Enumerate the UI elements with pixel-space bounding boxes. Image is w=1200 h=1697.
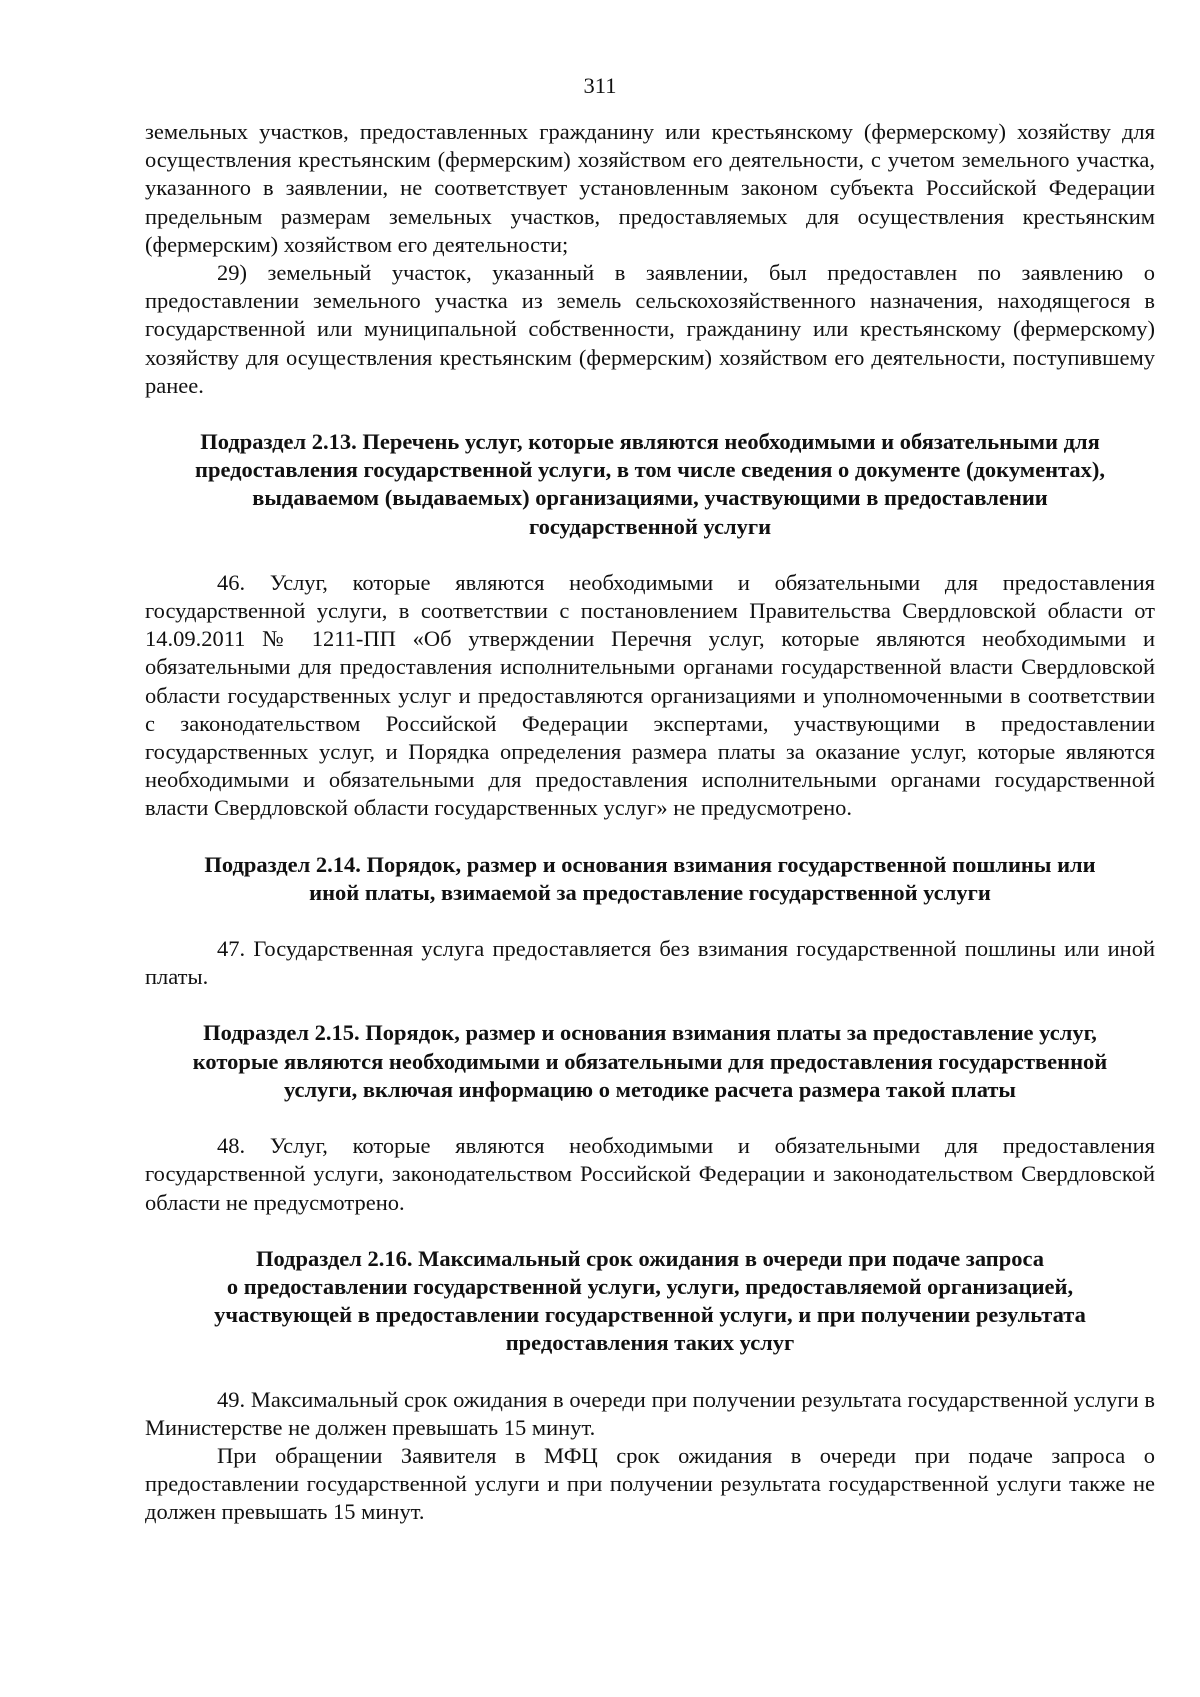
paragraph-land-size: земельных участков, предоставленных гражданину или крестьянскому (фермерскому) хозяйству для осуществления крестьянским (фермерским) хозяйством его деятельности, с учетом земельного участка, указанного в заявлении, не соответствует установленным законом субъекта Российской Федерации предельным размерам земельных участков, предоставляемых для осуществления крестьянским (фермерским) хозяйством его деятельности;: [145, 119, 1155, 257]
heading-2-13: [145, 428, 1155, 541]
heading-2-15: [145, 1019, 1155, 1104]
paragraph-49: 49. Максимальный срок ожидания в очереди при получении результата государственной услуги в Министерстве не должен превышать 15 минут.: [145, 1386, 1155, 1440]
heading-line: услуги, включая информацию о методике расчета размера такой платы: [284, 1076, 1016, 1102]
heading-line: о предоставлении государственной услуги, услуги, предоставляемой организацией,: [226, 1273, 1074, 1299]
paragraph-46: 46. Услуг, которые являются необходимыми и обязательными для предоставления государственной услуги, в соответствии с постановлением Правительства Свердловской области от 14.09.2011 № 1211-ПП «Об утверждении Перечня услуг, которые являются необходимыми и обязательными для предоставления исполнительными органами государственной власти Свердловской области государственных услуг и предоставляются организациями и уполномоченными в соответствии с законодательством Российской Федерации экспертами, участвующими в предоставлении государственных услуг, и Порядка определения размера платы за оказание услуг, которые являются необходимыми и обязательными для предоставления исполнительными органами государственной власти Свердловской области государственных услуг» не предусмотрено.: [145, 569, 1155, 821]
heading-line: предоставления таких услуг: [505, 1330, 795, 1356]
heading-line: участвующей в предоставлении государственной услуги, и при получении результата: [214, 1302, 1086, 1328]
paragraph-mfc: При обращении Заявителя в МФЦ срок ожидания в очереди при подаче запроса о предоставлении государственной услуги и при получении результата государственной услуги также не должен превышать 15 минут.: [145, 1442, 1155, 1525]
paragraph-47: 47. Государственная услуга предоставляется без взимания государственной пошлины или иной платы.: [145, 936, 1155, 990]
heading-2-14: [145, 851, 1155, 907]
document-body: [145, 118, 1155, 1527]
heading-line: государственной услуги: [528, 513, 772, 539]
paragraph-48: 48. Услуг, которые являются необходимыми и обязательными для предоставления государственной услуги, законодательством Российской Федерации и законодательством Свердловской области не предусмотрено.: [145, 1133, 1155, 1215]
heading-line: Подраздел 2.15. Порядок, размер и основания взимания платы за предоставление услуг,: [203, 1020, 1097, 1046]
heading-line: Подраздел 2.13. Перечень услуг, которые являются необходимыми и обязательными для: [200, 429, 1100, 455]
paragraph-29: 29) земельный участок, указанный в заявлении, был предоставлен по заявлению о предоставлении земельного участка из земель сельскохозяйственного назначения, находящегося в государственной или муниципальной собственности, гражданину или крестьянскому (фермерскому) хозяйству для осуществления крестьянским (фермерским) хозяйством его деятельности, поступившему ранее.: [145, 260, 1155, 398]
heading-line: Подраздел 2.14. Порядок, размер и основания взимания государственной пошлины или: [204, 851, 1096, 877]
heading-line: выдаваемом (выдаваемых) организациями, участвующими в предоставлении: [252, 485, 1048, 511]
heading-line: Подраздел 2.16. Максимальный срок ожидания в очереди при подаче запроса: [255, 1245, 1045, 1271]
heading-line: которые являются необходимыми и обязательными для предоставления государственной: [192, 1048, 1108, 1074]
heading-line: иной платы, взимаемой за предоставление государственной услуги: [309, 879, 991, 905]
heading-line: предоставления государственной услуги, в том числе сведения о документе (документах),: [194, 457, 1105, 483]
page-number: 311: [583, 73, 617, 98]
heading-2-16: [145, 1245, 1155, 1358]
